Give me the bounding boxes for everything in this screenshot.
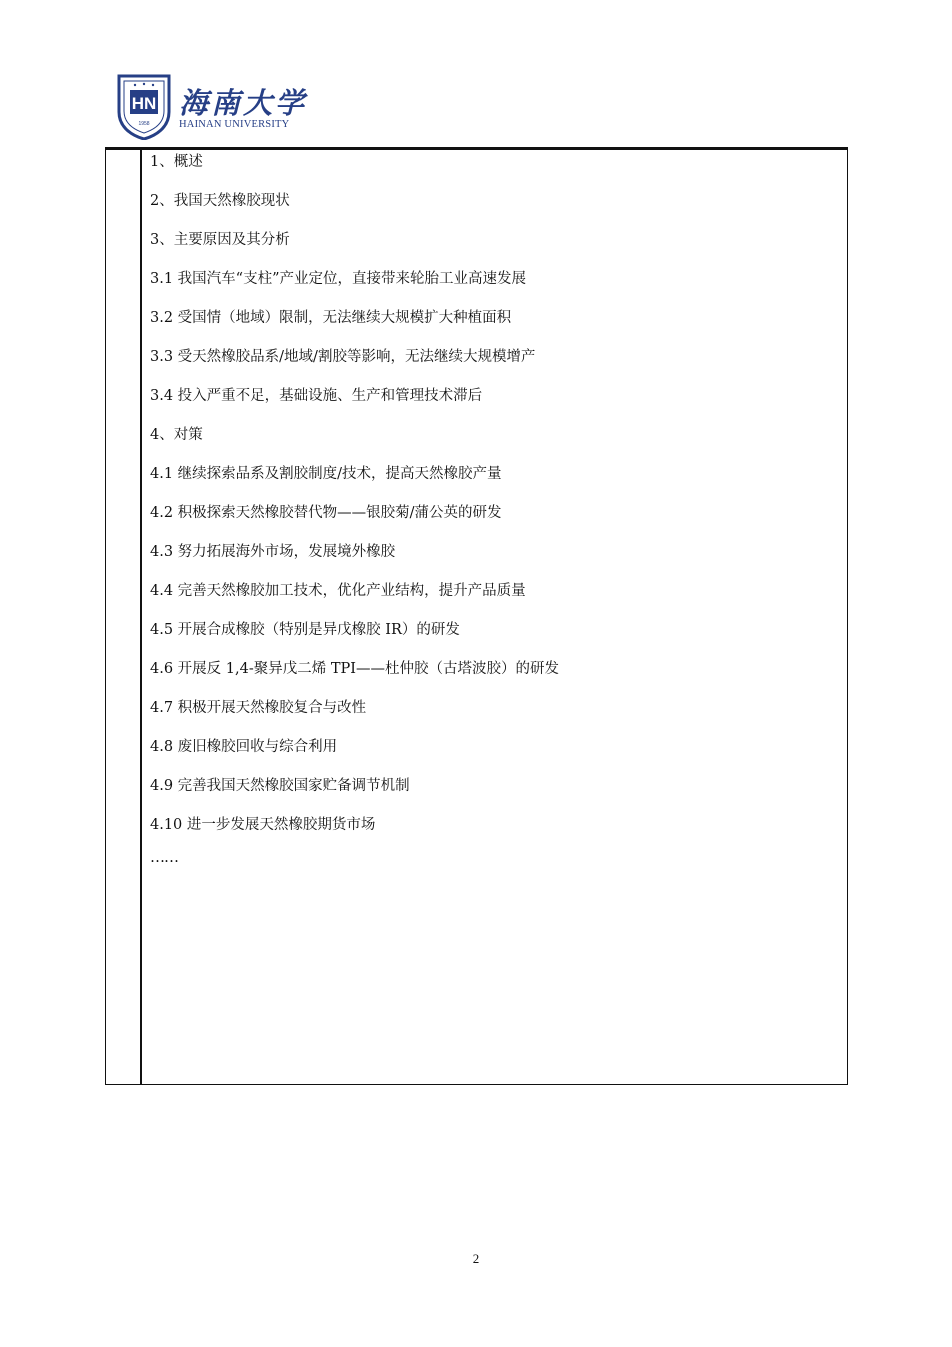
outline-item: 4.3 努力拓展海外市场，发展境外橡胶	[150, 544, 396, 560]
outline-item: 3.4 投入严重不足，基础设施、生产和管理技术滞后	[150, 388, 483, 404]
svg-text:1958: 1958	[138, 121, 150, 127]
outline-item: 3.1 我国汽车“支柱”产业定位，直接带来轮胎工业高速发展	[150, 271, 526, 287]
outline-item: 4.1 继续探索品系及割胶制度/技术，提高天然橡胶产量	[150, 466, 502, 482]
svg-text:HN: HN	[131, 94, 157, 113]
outline-item: 1、概述	[150, 154, 203, 170]
outline-item: 4.8 废旧橡胶回收与综合利用	[150, 739, 338, 755]
table-column-divider	[140, 149, 142, 1085]
outline-item: 4.10 进一步发展天然橡胶期货市场	[150, 817, 376, 833]
outline-item: 3.3 受天然橡胶品系/地域/割胶等影响，无法继续大规模增产	[150, 349, 536, 365]
outline-item: 3、主要原因及其分析	[150, 232, 290, 248]
university-seal-icon	[115, 72, 173, 140]
page-number: 2	[472, 1251, 480, 1266]
outline-item: 3.2 受国情（地域）限制，无法继续大规模扩大种植面积	[150, 310, 512, 326]
outline-list	[150, 150, 840, 852]
brand-text	[179, 88, 307, 130]
university-name-cn: 海南大学	[179, 86, 308, 120]
outline-item: 4.5 开展合成橡胶（特别是异戊橡胶 IR）的研发	[150, 622, 460, 638]
outline-item: 4.6 开展反 1,4-聚异戊二烯 TPI——杜仲胶（古塔波胶）的研发	[150, 661, 560, 677]
outline-item: 4.7 积极开展天然橡胶复合与改性	[150, 700, 367, 716]
outline-item: 4.4 完善天然橡胶加工技术，优化产业结构，提升产品质量	[150, 583, 526, 599]
outline-item: 4.2 积极探索天然橡胶替代物——银胶菊/蒲公英的研发	[150, 505, 502, 521]
outline-item: 2、我国天然橡胶现状	[150, 193, 290, 209]
outline-item: 4、对策	[150, 427, 203, 443]
university-name-en: HAINAN UNIVERSITY	[179, 119, 290, 130]
outline-ellipsis: ……	[150, 848, 178, 866]
university-header	[115, 72, 415, 144]
outline-item: 4.9 完善我国天然橡胶国家贮备调节机制	[150, 778, 410, 794]
